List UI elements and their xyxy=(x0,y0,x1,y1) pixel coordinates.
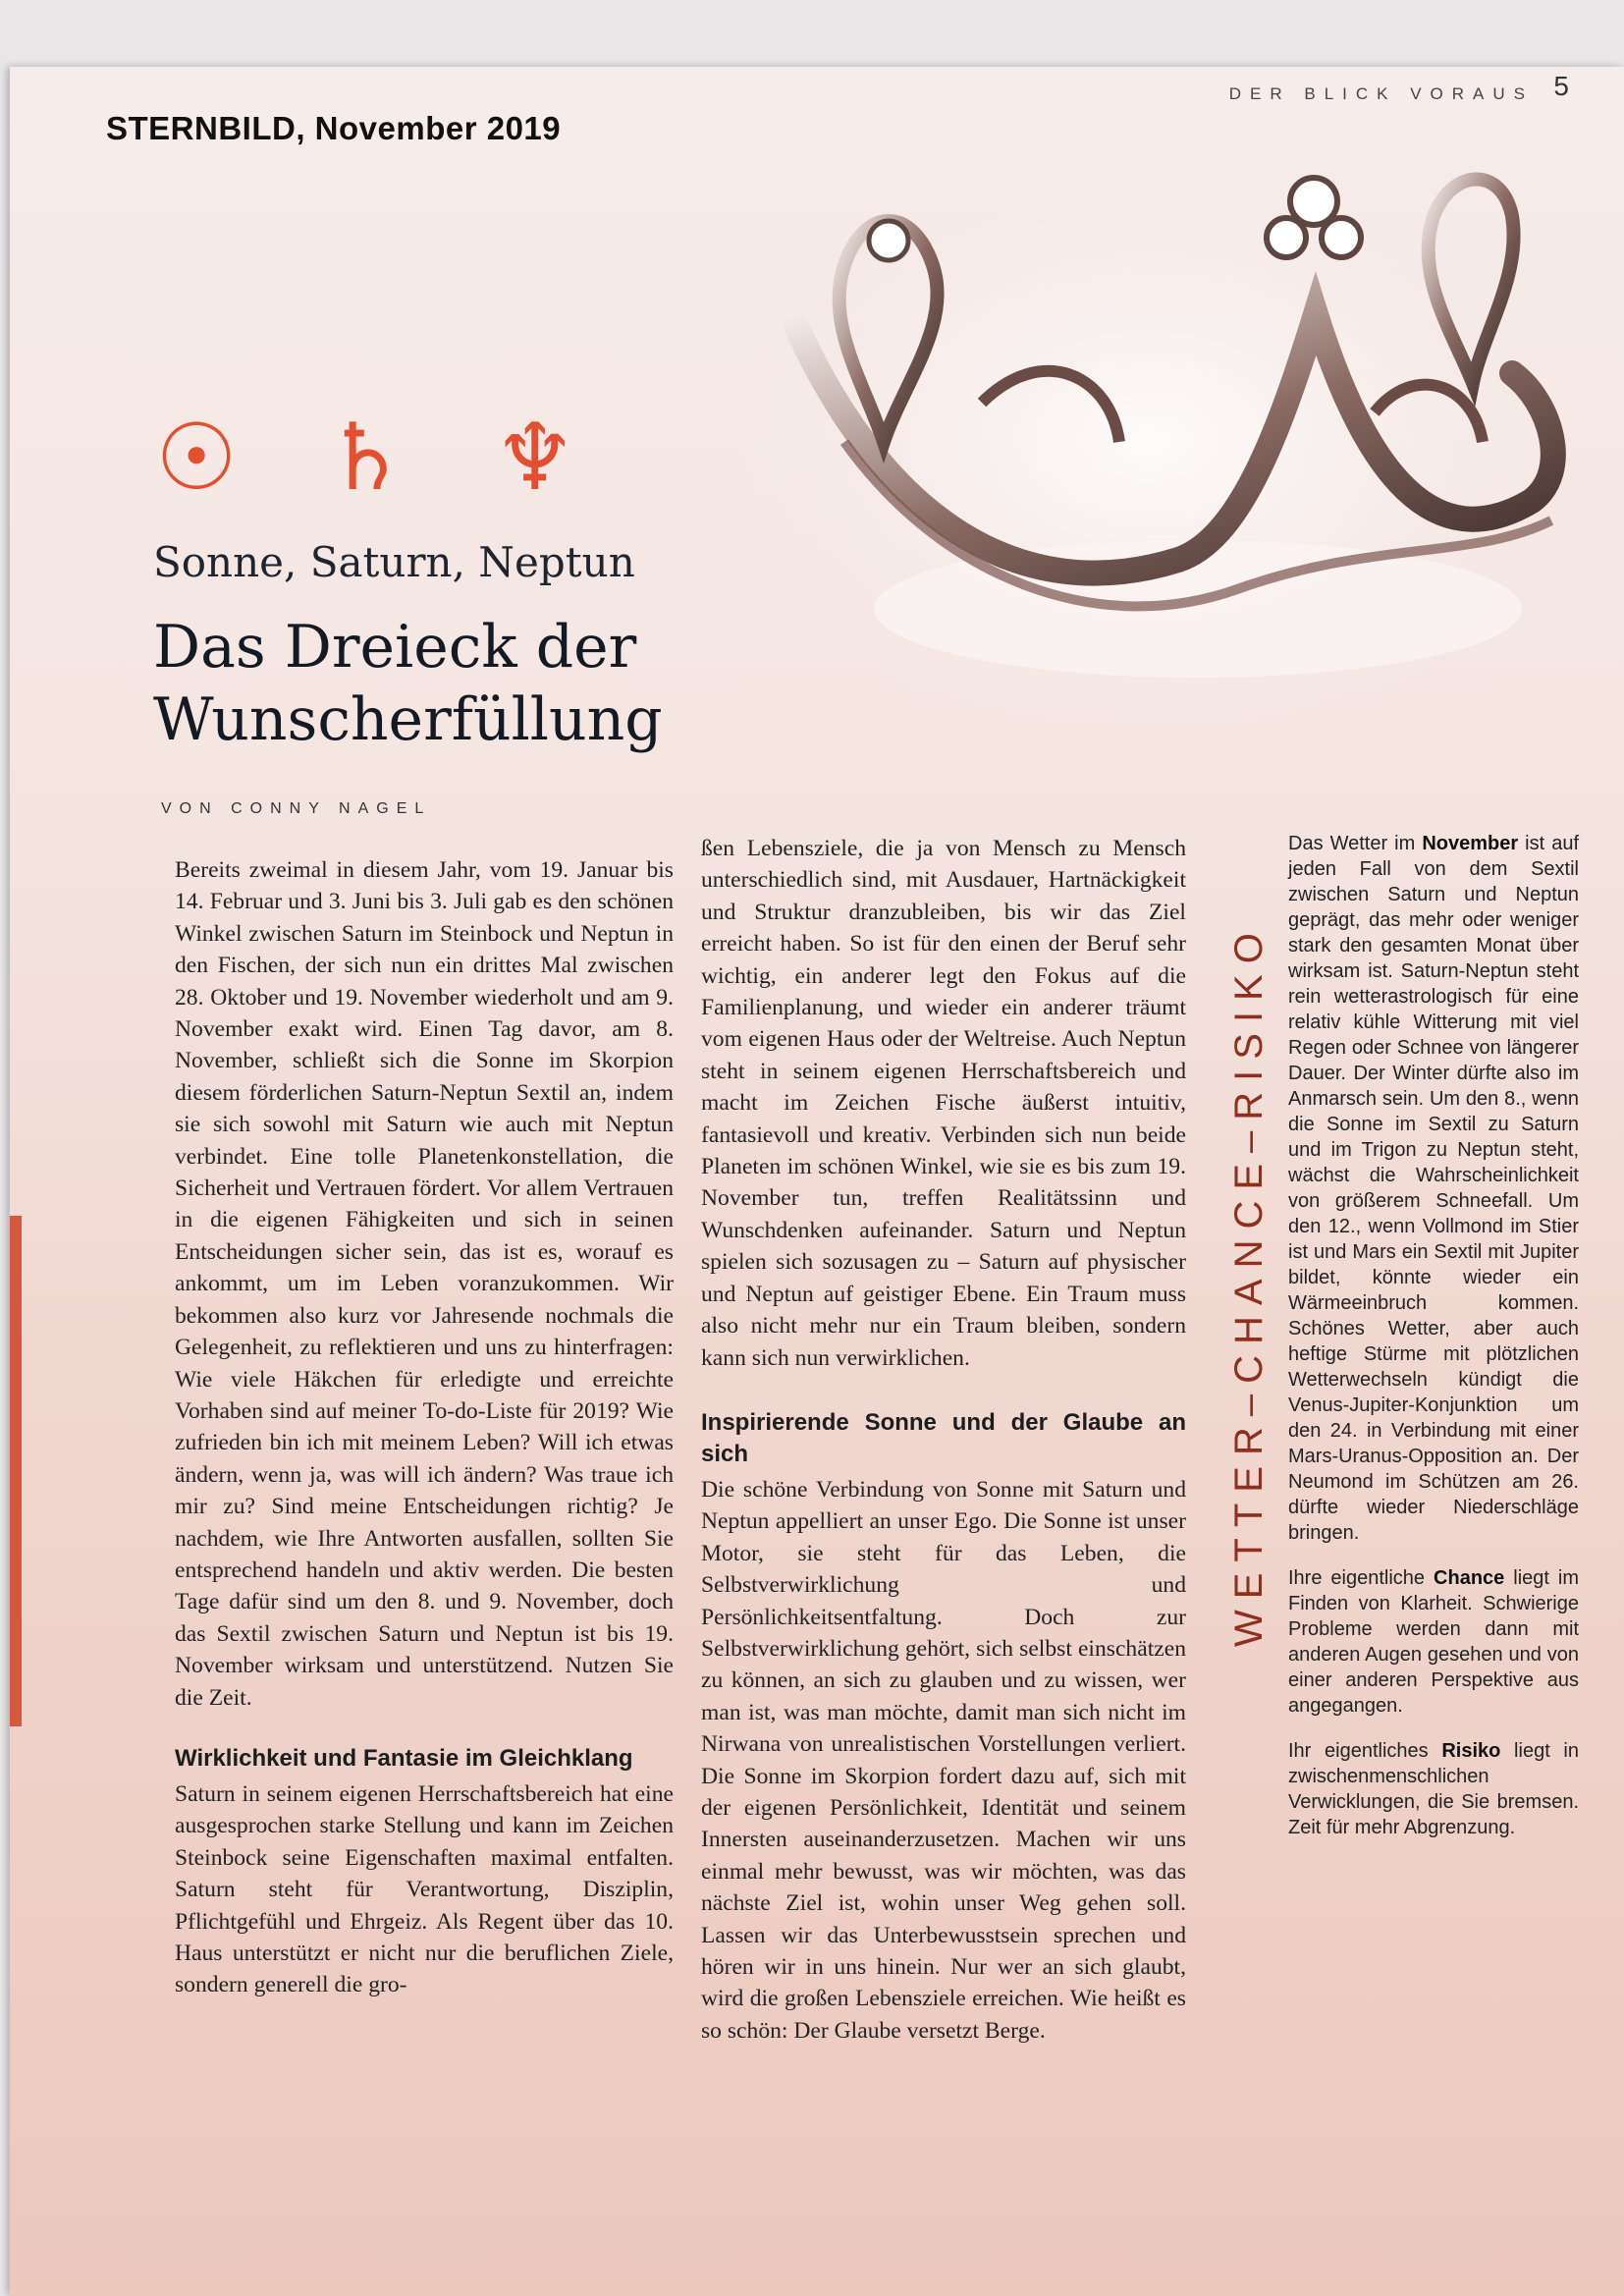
weather-paragraph: Das Wetter im November ist auf jeden Fall von dem Sextil zwischen Saturn und Neptun geprägt, das mehr oder weniger stark den gesamten Monat über wirksam ist. Saturn-Neptun steht rein wetterastrologisch für eine relativ kühle Witterung mit viel Regen oder Schnee von längerer Dauer. Der Winter dürfte also im Anmarsch sein. Um den 8., wenn die Sonne im Sextil zu Saturn und im Trigon zu Neptun steht, wächst die Wahrscheinlichkeit von größerem Schneefall. Um den 12., wenn Vollmond im Stier ist und Mars ein Sextil mit Jupiter bildet, könnte wieder ein Wärmeeinbruch kommen. Schönes Wetter, aber auch heftige Stürme mit plötzlichen Wetterwechseln kündigt die Venus-Jupiter-Konjunktion um den 24. in Verbindung mit einer Mars-Uranus-Opposition an. Der Neumond im Schützen am 26. dürfte wieder Niederschläge bringen. xyxy=(1288,833,1579,1544)
chance-keyword: Chance xyxy=(1434,1567,1505,1589)
text-column-1 xyxy=(175,854,674,2001)
column1-intro-paragraph: Bereits zweimal in diesem Jahr, vom 19. Januar bis 14. Februar und 3. Juni bis 3. Juli gab es den schönen Winkel zwischen Saturn im Steinbock und Neptun in den Fischen, der sich nun ein drittes Mal zwischen 28. Oktober und 19. November wiederholt und am 9. November exakt wird. Einen Tag davor, am 8. November, schließt sich die Sonne im Skorpion diesem förderlichen Saturn-Neptun Sextil an, indem sie sich sowohl mit Saturn wie auch mit Neptun verbindet. Eine tolle Planetenkonstellation, die Sicherheit und Vertrauen fördert. Vor allem Vertrauen in die eigenen Fähigkeiten und sich in seinen Entscheidungen sicher sein, das ist es, worauf es ankommt, um im Leben voranzukommen. Wir bekommen also kurz vor Jahresende nochmals die Gelegenheit, zu reflektieren und uns zu hinterfragen: Wie viele Häkchen für erledigte und erreichte Vorhaben sind auf meiner To-do-Liste für 2019? Wie zufrieden bin ich mit meinem Leben? Will ich etwas ändern, wenn ja, was will ich ändern? Was traue ich mir zu? Sind meine Entscheidungen richtig? Je nachdem, wie Ihre Antworten ausfallen, sollten Sie entsprechend handeln und aktiv werden. Die besten Tage dafür sind um den 8. und 9. November, doch das Sextil zwischen Saturn und Neptun ist bis 19. November wirksam und unterstützend. Nutzen Sie die Zeit. xyxy=(175,857,674,1711)
planet-symbols xyxy=(155,405,576,512)
weather-keyword: November xyxy=(1422,833,1519,854)
column1-subheading: Wirklichkeit und Fantasie im Gleichklang xyxy=(175,1744,633,1772)
neptune-symbol-icon: ♆ xyxy=(493,405,576,512)
sun-symbol-icon: ☉ xyxy=(155,405,239,512)
risk-paragraph: Ihr eigentliches Risiko liegt in zwischenmenschlichen Verwicklungen, die Sie bremsen. Zeit für mehr Abgrenzung. xyxy=(1288,1740,1580,1838)
sidebar-vertical-title: WETTER–CHANCE–RISIKO xyxy=(1227,922,1271,1647)
column2-intro-paragraph: ßen Lebensziele, die ja von Mensch zu Mensch unterschiedlich sind, mit Ausdauer, Hartnäckigkeit und Struktur dranzubleiben, bis wir das Ziel erreicht haben. So ist für den einen der Beruf sehr wichtig, ein anderer legt den Fokus auf die Familienplanung, und wieder ein anderer träumt vom eigenen Haus oder der Weltreise. Auch Neptun steht in seinem eigenen Herrschaftsbereich und macht im Zeichen Fische äußerst intuitiv, fantasievoll und kreativ. Verbinden sich nun beide Planeten im schönen Winkel, wie sie es bis zum 19. November tun, treffen Realitätssinn und Wunschdenken aufeinander. Saturn und Neptun spielen sich sozusagen zu – Saturn auf physischer und Neptun auf geistiger Ebene. Ein Traum muss also nicht mehr nur ein Traum bleiben, sondern kann sich nun verwirklichen. xyxy=(701,836,1186,1371)
running-head: DER BLICK VORAUS xyxy=(1228,84,1534,103)
chance-paragraph: Ihre eigentliche Chance liegt im Finden von Klarheit. Schwierige Probleme werden dann mit anderen Augen gesehen und von einer anderen Perspektive aus angegangen. xyxy=(1288,1567,1580,1717)
weather-chance-risk-sidebar xyxy=(1288,831,1579,1860)
text-column-2 xyxy=(701,833,1186,2047)
column1-body-paragraph: Saturn in seinem eigenen Herrschaftsbereich hat eine ausgesprochen starke Stellung und kann im Zeichen Steinbock seine Eigenschaften maximal entfalten. Saturn steht für Verantwortung, Disziplin, Pflichtgefühl und Ehrgeiz. Als Regent über das 10. Haus unterstützt er nicht nur die beruflichen Ziele, sondern generell die gro- xyxy=(175,1780,674,1998)
saturn-symbol-icon: ♄ xyxy=(324,405,407,512)
risk-keyword: Risiko xyxy=(1441,1740,1501,1762)
page-number: 5 xyxy=(1553,71,1569,101)
article-headline: Das Dreieck der Wunscherfüllung xyxy=(153,613,663,754)
article-byline: VON CONNY NAGEL xyxy=(161,800,432,817)
column2-subheading: Inspirierende Sonne und der Glaube an sich xyxy=(701,1408,1186,1467)
crown-image xyxy=(687,147,1591,795)
article-kicker: Sonne, Saturn, Neptun xyxy=(153,538,635,586)
spine-accent-bar xyxy=(10,1216,22,1726)
issue-stamp: STERNBILD, November 2019 xyxy=(106,110,562,146)
column2-body-paragraph: Die schöne Verbindung von Sonne mit Saturn und Neptun appelliert an unser Ego. Die Sonne ist unser Motor, sie steht für das Leben, die Selbstverwirklichung und Persönlichkeitsentfaltung. Doch zur Selbstverwirklichung gehört, sich selbst einschätzen zu können, an sich zu glauben und zu wissen, wer man ist, was man möchte, damit man sich nicht im Nirwana von unrealistischen Vorstellungen verliert. Die Sonne im Skorpion fordert dazu auf, sich mit der eigenen Persönlichkeit, Identität und seinem Innersten auseinanderzusetzen. Machen wir uns einmal mehr bewusst, was wir möchten, was das nächste Ziel ist, wohin unser Weg gehen soll. Lassen wir das Unterbewusstsein sprechen und hören wir in uns hinein. Nur wer an sich glaubt, wird die großen Lebensziele erreichen. Wie heißt es so schön: Der Glaube versetzt Berge. xyxy=(701,1476,1186,2044)
